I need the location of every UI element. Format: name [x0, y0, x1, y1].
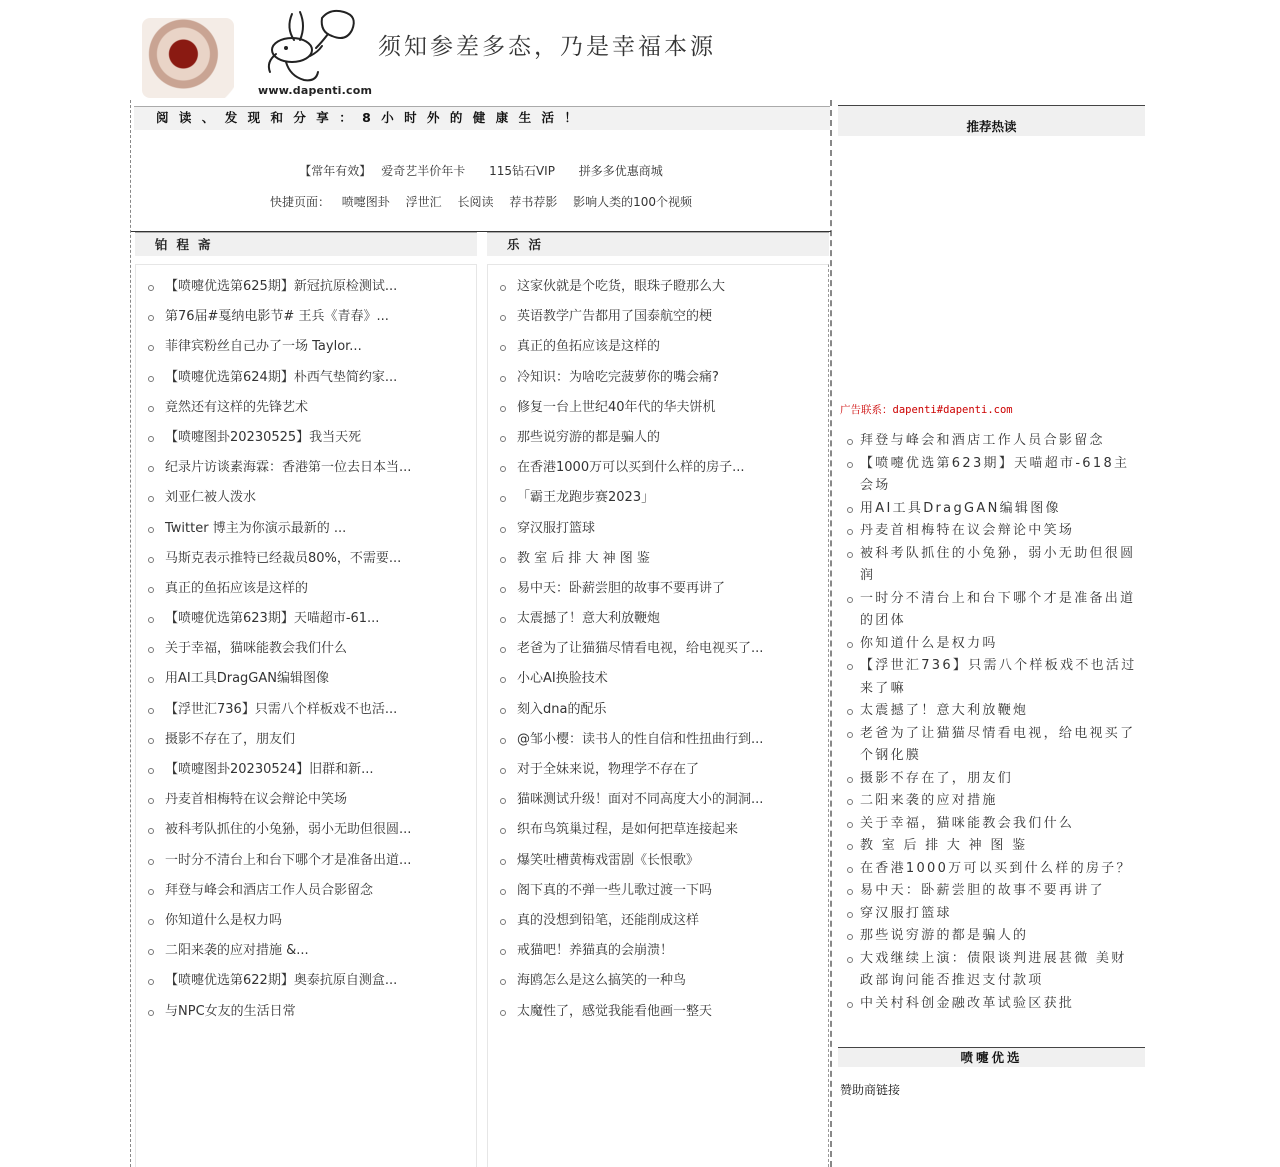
- list-item[interactable]: 第76届#戛纳电影节# 王兵《青春》...: [136, 302, 476, 332]
- main-column: [130, 100, 832, 1167]
- left-news-list: [136, 265, 476, 1027]
- picks-title: 喷嚏优选: [838, 1047, 1145, 1067]
- quick-links-row: [131, 193, 831, 210]
- right-news-list: [488, 265, 828, 1027]
- list-item[interactable]: 丹麦首相梅特在议会辩论中笑场: [838, 520, 1138, 543]
- list-item[interactable]: 马斯克表示推特已经裁员80%，不需要...: [136, 544, 476, 574]
- list-item[interactable]: 一时分不清台上和台下哪个才是准备出道的团体: [838, 588, 1138, 633]
- promo-row: [131, 162, 831, 179]
- list-item[interactable]: 中关村科创金融改革试验区获批: [838, 993, 1138, 1016]
- list-item[interactable]: 大戏继续上演：债限谈判进展甚微 美财政部询问能否推迟支付款项: [838, 948, 1138, 993]
- list-item[interactable]: 那些说穷游的都是骗人的: [488, 423, 828, 453]
- promo-link-iqiyi[interactable]: 爱奇艺半价年卡: [381, 164, 466, 178]
- list-item[interactable]: 真的没想到铅笔，还能削成这样: [488, 906, 828, 936]
- left-column-title: 铂程斋: [135, 232, 477, 256]
- list-item[interactable]: 穿汉服打篮球: [838, 903, 1138, 926]
- list-item[interactable]: 【浮世汇736】只需八个样板戏不也活...: [136, 695, 476, 725]
- list-item[interactable]: 教 室 后 排 大 神 图 鉴: [838, 835, 1138, 858]
- site-slogan: 须知参差多态，乃是幸福本源: [378, 34, 716, 60]
- list-item[interactable]: 冷知识：为啥吃完菠萝你的嘴会痛?: [488, 363, 828, 393]
- quick-link-book-film[interactable]: 荐书荐影: [509, 195, 558, 209]
- list-item[interactable]: 二阳来袭的应对措施: [838, 790, 1138, 813]
- list-item[interactable]: 你知道什么是权力吗: [136, 906, 476, 936]
- list-item[interactable]: 修复一台上世纪40年代的华夫饼机: [488, 393, 828, 423]
- quick-link-long-read[interactable]: 长阅读: [457, 195, 494, 209]
- list-item[interactable]: 纪录片访谈素海霖：香港第一位去日本当...: [136, 453, 476, 483]
- list-item[interactable]: 猫咪测试升级！面对不同高度大小的洞洞...: [488, 785, 828, 815]
- list-item[interactable]: 摄影不存在了，朋友们: [136, 725, 476, 755]
- quick-link-tugua[interactable]: 喷嚏图卦: [341, 195, 390, 209]
- site-header: [130, 0, 1145, 100]
- list-item[interactable]: 拜登与峰会和酒店工作人员合影留念: [838, 430, 1138, 453]
- list-item[interactable]: 被科考队抓住的小兔狲，弱小无助但很圆润: [838, 543, 1138, 588]
- quick-links-label: 快捷页面：: [269, 195, 330, 209]
- list-item[interactable]: 真正的鱼拓应该是这样的: [136, 574, 476, 604]
- list-item[interactable]: 教 室 后 排 大 神 图 鉴: [488, 544, 828, 574]
- list-item[interactable]: @邹小樱：读书人的性自信和性扭曲行到...: [488, 725, 828, 755]
- list-item[interactable]: 菲律宾粉丝自己办了一场 Taylor...: [136, 332, 476, 362]
- list-item[interactable]: 老爸为了让猫猫尽情看电视，给电视买了...: [488, 634, 828, 664]
- right-column-title: 乐活: [487, 232, 829, 256]
- list-item[interactable]: Twitter 博主为你演示最新的 ...: [136, 514, 476, 544]
- list-item[interactable]: 穿汉服打篮球: [488, 514, 828, 544]
- sponsor-links-label: 赞助商链接: [840, 1083, 901, 1097]
- list-item[interactable]: 这家伙就是个吃货，眼珠子瞪那么大: [488, 272, 828, 302]
- left-column-body: [135, 264, 477, 1167]
- list-item[interactable]: 拜登与峰会和酒店工作人员合影留念: [136, 876, 476, 906]
- list-item[interactable]: 太震撼了！意大利放鞭炮: [488, 604, 828, 634]
- list-item[interactable]: 【喷嚏图卦20230525】我当天死: [136, 423, 476, 453]
- list-item[interactable]: 在香港1000万可以买到什么样的房子...: [488, 453, 828, 483]
- list-item[interactable]: 英语教学广告都用了国泰航空的梗: [488, 302, 828, 332]
- list-item[interactable]: 关于幸福，猫咪能教会我们什么: [838, 813, 1138, 836]
- sidebar: [838, 105, 1145, 1167]
- ad-contact: 广告联系：dapenti#dapenti.com: [840, 404, 1013, 416]
- list-item[interactable]: 【喷嚏优选第623期】天喵超市-61...: [136, 604, 476, 634]
- list-item[interactable]: 【喷嚏优选第625期】新冠抗原检测试...: [136, 272, 476, 302]
- list-item[interactable]: 「霸王龙跑步赛2023」: [488, 483, 828, 513]
- list-item[interactable]: 太魔性了，感觉我能看他画一整天: [488, 997, 828, 1027]
- list-item[interactable]: 【喷嚏优选第624期】朴西气垫简约家...: [136, 363, 476, 393]
- list-item[interactable]: 摄影不存在了，朋友们: [838, 768, 1138, 791]
- list-item[interactable]: 老爸为了让猫猫尽情看电视，给电视买了个钢化膜: [838, 723, 1138, 768]
- promo-lead: 【常年有效】: [299, 164, 372, 178]
- list-item[interactable]: 竟然还有这样的先锋艺术: [136, 393, 476, 423]
- quick-link-fushihui[interactable]: 浮世汇: [405, 195, 442, 209]
- list-item[interactable]: 用AI工具DragGAN编辑图像: [838, 498, 1138, 521]
- list-item[interactable]: 关于幸福，猫咪能教会我们什么: [136, 634, 476, 664]
- list-item[interactable]: 【喷嚏图卦20230524】旧群和新...: [136, 755, 476, 785]
- right-column-body: [487, 264, 829, 1167]
- list-item[interactable]: 太震撼了！意大利放鞭炮: [838, 700, 1138, 723]
- rabbit-logo-icon: [256, 6, 366, 86]
- list-item[interactable]: 丹麦首相梅特在议会辩论中笑场: [136, 785, 476, 815]
- site-logo[interactable]: [138, 2, 378, 98]
- logo-url-text: www.dapenti.com: [258, 84, 373, 97]
- list-item[interactable]: 阁下真的不弹一些儿歌过渡一下吗: [488, 876, 828, 906]
- list-item[interactable]: 海鸥怎么是这么搞笑的一种鸟: [488, 966, 828, 996]
- recommend-title: 推荐热读: [838, 105, 1145, 136]
- teacup-image: [142, 18, 234, 98]
- list-item[interactable]: 与NPC女友的生活日常: [136, 997, 476, 1027]
- motto-bar: 阅读、发现和分享：8小时外的健康生活！: [134, 106, 830, 130]
- list-item[interactable]: 真正的鱼拓应该是这样的: [488, 332, 828, 362]
- list-item[interactable]: 被科考队抓住的小兔狲，弱小无助但很圆...: [136, 815, 476, 845]
- left-column: [135, 232, 477, 1167]
- list-item[interactable]: 戒猫吧！养猫真的会崩溃！: [488, 936, 828, 966]
- quick-link-100-videos[interactable]: 影响人类的100个视频: [573, 195, 693, 209]
- list-item[interactable]: 刘亚仁被人泼水: [136, 483, 476, 513]
- list-item[interactable]: 易中天：卧薪尝胆的故事不要再讲了: [488, 574, 828, 604]
- list-item[interactable]: 【喷嚏优选第622期】奥泰抗原自测盒...: [136, 966, 476, 996]
- promo-link-115vip[interactable]: 115钻石VIP: [489, 164, 555, 178]
- list-item[interactable]: 易中天：卧薪尝胆的故事不要再讲了: [838, 880, 1138, 903]
- list-item[interactable]: 在香港1000万可以买到什么样的房子？: [838, 858, 1138, 881]
- promo-link-pinduoduo[interactable]: 拼多多优惠商城: [578, 164, 663, 178]
- list-item[interactable]: 【浮世汇736】只需八个样板戏不也活过来了嘛: [838, 655, 1138, 700]
- list-item[interactable]: 刻入dna的配乐: [488, 695, 828, 725]
- list-item[interactable]: 小心AI换脸技术: [488, 664, 828, 694]
- list-item[interactable]: 爆笑吐槽黄梅戏雷剧《长恨歌》: [488, 846, 828, 876]
- right-column: [487, 232, 829, 1167]
- list-item[interactable]: 一时分不清台上和台下哪个才是准备出道...: [136, 846, 476, 876]
- list-item[interactable]: 织布鸟筑巢过程，是如何把草连接起来: [488, 815, 828, 845]
- list-item[interactable]: 那些说穷游的都是骗人的: [838, 925, 1138, 948]
- hot-reads-list: [838, 430, 1138, 1015]
- list-item[interactable]: 用AI工具DragGAN编辑图像: [136, 664, 476, 694]
- list-item[interactable]: 对于全妹来说，物理学不存在了: [488, 755, 828, 785]
- list-item[interactable]: 【喷嚏优选第623期】天喵超市-618主会场: [838, 453, 1138, 498]
- list-item[interactable]: 二阳来袭的应对措施 &...: [136, 936, 476, 966]
- list-item[interactable]: 你知道什么是权力吗: [838, 633, 1138, 656]
